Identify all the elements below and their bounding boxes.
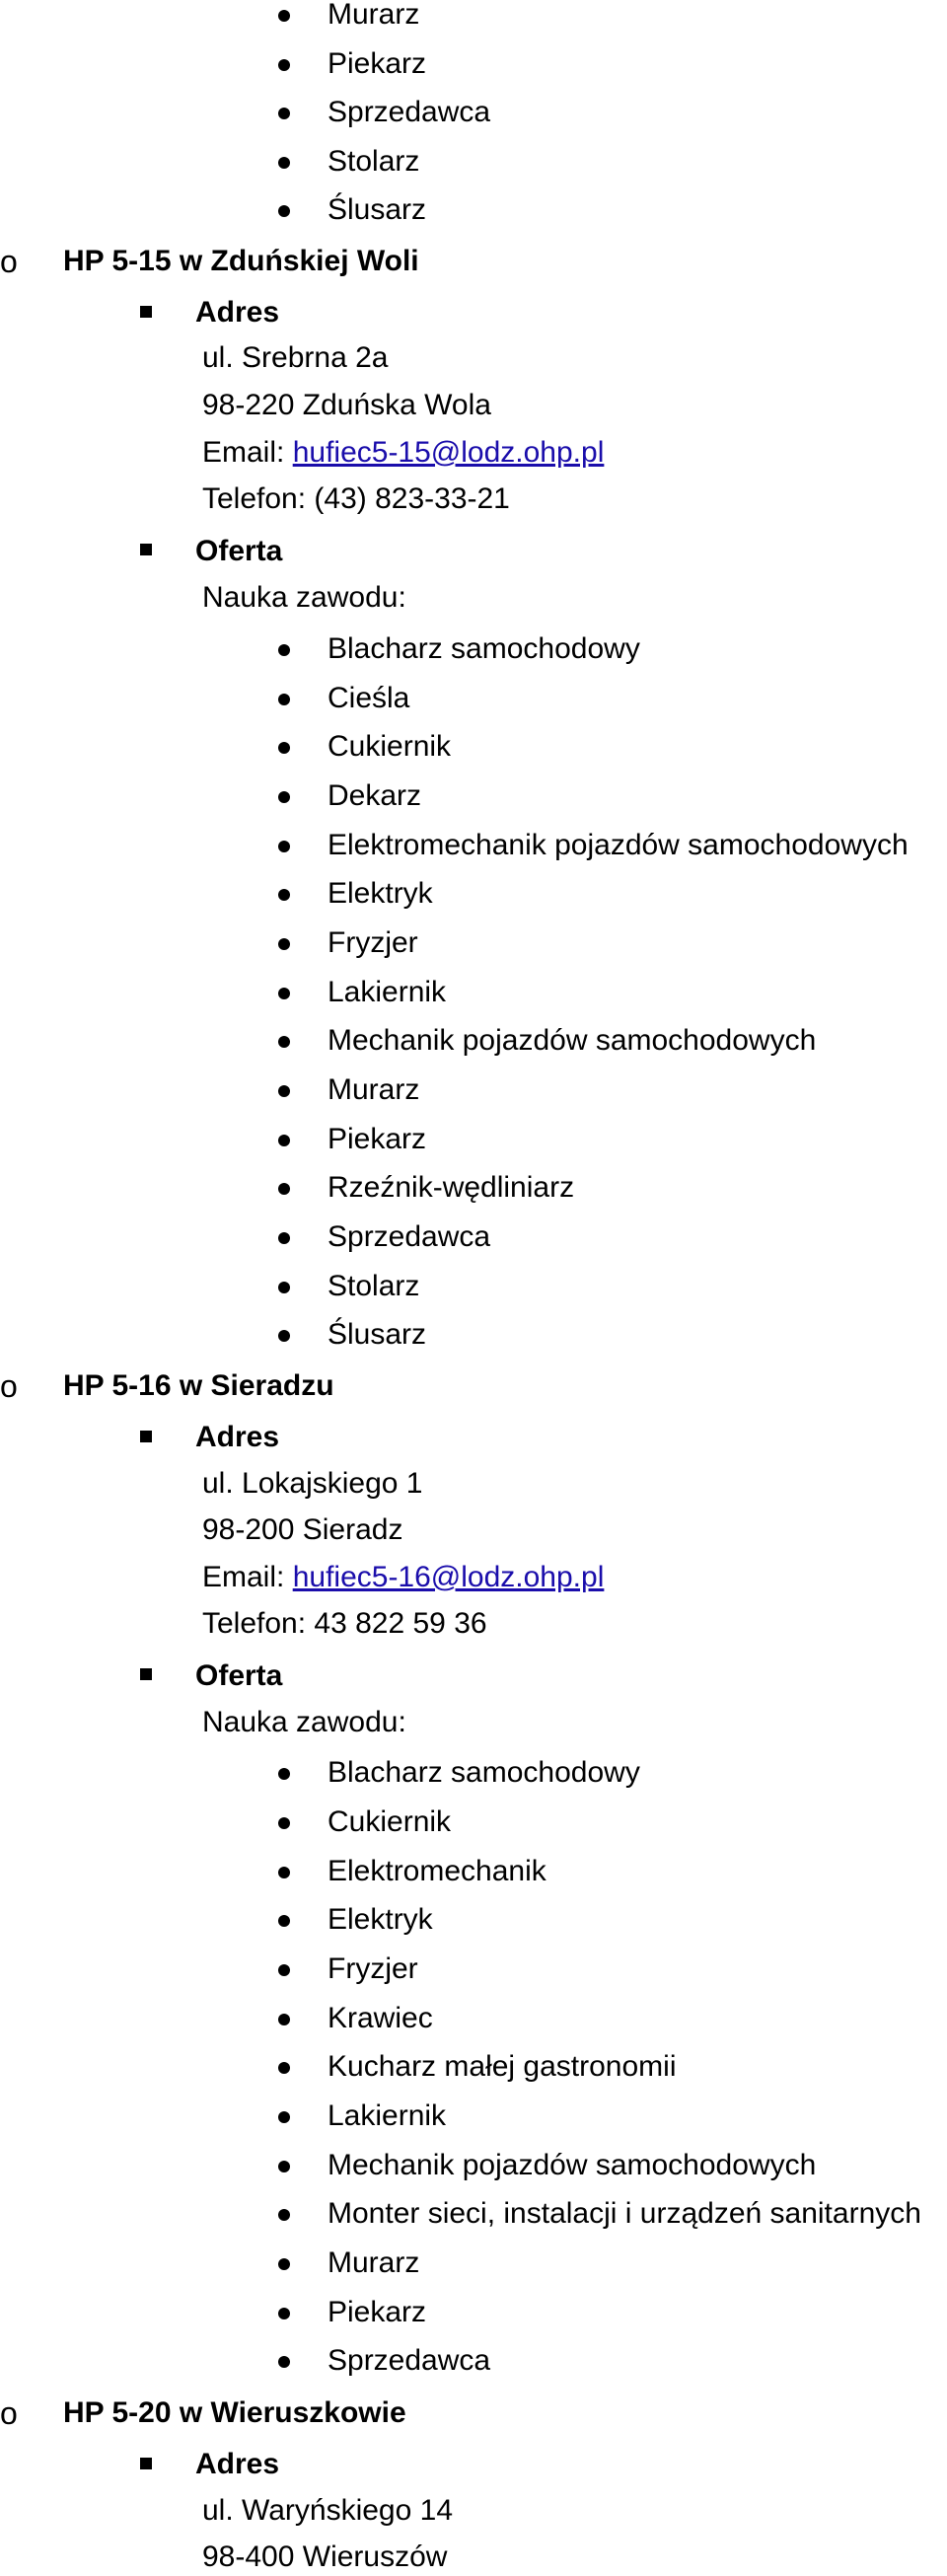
list-item: Fryzjer bbox=[328, 926, 418, 959]
bullet-dot-icon bbox=[278, 2258, 290, 2270]
list-item: Mechanik pojazdów samochodowych bbox=[328, 1024, 817, 1057]
bullet-dot-icon bbox=[278, 841, 290, 852]
bullet-dot-icon bbox=[278, 1915, 290, 1927]
list-item: Elektromechanik bbox=[328, 1855, 546, 1887]
city: 98-200 Sieradz bbox=[202, 1513, 403, 1546]
circle-bullet-icon: o bbox=[0, 244, 18, 279]
list-item: Sprzedawca bbox=[328, 96, 491, 128]
offer-label: Oferta bbox=[195, 1659, 283, 1692]
list-item: Ślusarz bbox=[328, 1318, 427, 1351]
list-item: Fryzjer bbox=[328, 1952, 418, 1985]
square-bullet-icon bbox=[140, 1431, 152, 1442]
bullet-dot-icon bbox=[278, 157, 290, 169]
list-item: Kucharz małej gastronomii bbox=[328, 2050, 677, 2083]
bullet-dot-icon bbox=[278, 988, 290, 999]
bullet-dot-icon bbox=[278, 1036, 290, 1048]
bullet-dot-icon bbox=[278, 2308, 290, 2319]
list-item: Murarz bbox=[328, 2246, 420, 2279]
list-item: Piekarz bbox=[328, 1123, 427, 1155]
bullet-dot-icon bbox=[278, 1817, 290, 1829]
street: ul. Waryńskiego 14 bbox=[202, 2494, 454, 2527]
square-bullet-icon bbox=[140, 544, 152, 555]
section-title: HP 5-15 w Zduńskiej Woli bbox=[63, 245, 419, 277]
street: ul. Lokajskiego 1 bbox=[202, 1467, 423, 1500]
circle-bullet-icon: o bbox=[0, 1368, 18, 1404]
list-item: Elektryk bbox=[328, 1903, 433, 1936]
list-item: Stolarz bbox=[328, 145, 420, 178]
bullet-dot-icon bbox=[278, 2161, 290, 2172]
bullet-dot-icon bbox=[278, 1964, 290, 1976]
list-item: Elektryk bbox=[328, 877, 433, 910]
list-item: Piekarz bbox=[328, 2296, 427, 2328]
list-item: Lakiernik bbox=[328, 2099, 447, 2132]
list-item: Piekarz bbox=[328, 47, 427, 80]
list-item: Cieśla bbox=[328, 682, 410, 714]
email-label: Email: bbox=[202, 436, 285, 469]
phone: Telefon: (43) 823-33-21 bbox=[202, 482, 510, 515]
bullet-dot-icon bbox=[278, 2062, 290, 2074]
bullet-dot-icon bbox=[278, 889, 290, 901]
list-item: Sprzedawca bbox=[328, 2344, 491, 2377]
bullet-dot-icon bbox=[278, 2111, 290, 2123]
list-item: Dekarz bbox=[328, 779, 422, 812]
address-label: Adres bbox=[195, 1421, 280, 1453]
list-item: Rzeźnik-wędliniarz bbox=[328, 1171, 575, 1204]
bullet-dot-icon bbox=[278, 2209, 290, 2221]
bullet-dot-icon bbox=[278, 2014, 290, 2025]
bullet-dot-icon bbox=[278, 938, 290, 950]
email-link[interactable]: hufiec5-15@lodz.ohp.pl bbox=[292, 436, 605, 469]
list-item: Murarz bbox=[328, 0, 420, 31]
circle-bullet-icon: o bbox=[0, 2395, 18, 2431]
list-item: Blacharz samochodowy bbox=[328, 632, 640, 665]
bullet-dot-icon bbox=[278, 2356, 290, 2368]
email-label: Email: bbox=[202, 1561, 285, 1593]
list-item: Lakiernik bbox=[328, 976, 447, 1008]
bullet-dot-icon bbox=[278, 205, 290, 217]
bullet-dot-icon bbox=[278, 1768, 290, 1780]
bullet-dot-icon bbox=[278, 1232, 290, 1244]
list-item: Mechanik pojazdów samochodowych bbox=[328, 2149, 817, 2181]
email-line bbox=[202, 438, 604, 468]
list-item: Stolarz bbox=[328, 1270, 420, 1302]
learning-label: Nauka zawodu: bbox=[202, 1706, 406, 1738]
email-line bbox=[202, 1563, 604, 1592]
phone: Telefon: 43 822 59 36 bbox=[202, 1607, 487, 1640]
bullet-dot-icon bbox=[278, 1085, 290, 1097]
list-item: Murarz bbox=[328, 1073, 420, 1106]
list-item: Cukiernik bbox=[328, 730, 452, 763]
city: 98-220 Zduńska Wola bbox=[202, 389, 491, 421]
square-bullet-icon bbox=[140, 306, 152, 318]
email-link[interactable]: hufiec5-16@lodz.ohp.pl bbox=[292, 1561, 605, 1593]
square-bullet-icon bbox=[140, 2458, 152, 2469]
address-label: Adres bbox=[195, 296, 280, 329]
section-title: HP 5-20 w Wieruszkowie bbox=[63, 2396, 406, 2429]
bullet-dot-icon bbox=[278, 59, 290, 71]
offer-label: Oferta bbox=[195, 535, 283, 567]
list-item: Krawiec bbox=[328, 2002, 433, 2034]
bullet-dot-icon bbox=[278, 694, 290, 705]
section-title: HP 5-16 w Sieradzu bbox=[63, 1369, 334, 1402]
street: ul. Srebrna 2a bbox=[202, 341, 389, 374]
list-item: Monter sieci, instalacji i urządzeń sanitarnych bbox=[328, 2197, 921, 2230]
bullet-dot-icon bbox=[278, 10, 290, 22]
bullet-dot-icon bbox=[278, 108, 290, 119]
list-item: Ślusarz bbox=[328, 193, 427, 226]
list-item: Elektromechanik pojazdów samochodowych bbox=[328, 829, 909, 861]
bullet-dot-icon bbox=[278, 1282, 290, 1293]
list-item: Sprzedawca bbox=[328, 1220, 491, 1253]
bullet-dot-icon bbox=[278, 1867, 290, 1878]
address-label: Adres bbox=[195, 2448, 280, 2480]
bullet-dot-icon bbox=[278, 791, 290, 803]
bullet-dot-icon bbox=[278, 742, 290, 754]
bullet-dot-icon bbox=[278, 1330, 290, 1342]
bullet-dot-icon bbox=[278, 1183, 290, 1195]
city: 98-400 Wieruszów bbox=[202, 2540, 448, 2573]
square-bullet-icon bbox=[140, 1668, 152, 1680]
list-item: Blacharz samochodowy bbox=[328, 1756, 640, 1789]
bullet-dot-icon bbox=[278, 644, 290, 656]
learning-label: Nauka zawodu: bbox=[202, 581, 406, 614]
bullet-dot-icon bbox=[278, 1135, 290, 1146]
list-item: Cukiernik bbox=[328, 1805, 452, 1838]
